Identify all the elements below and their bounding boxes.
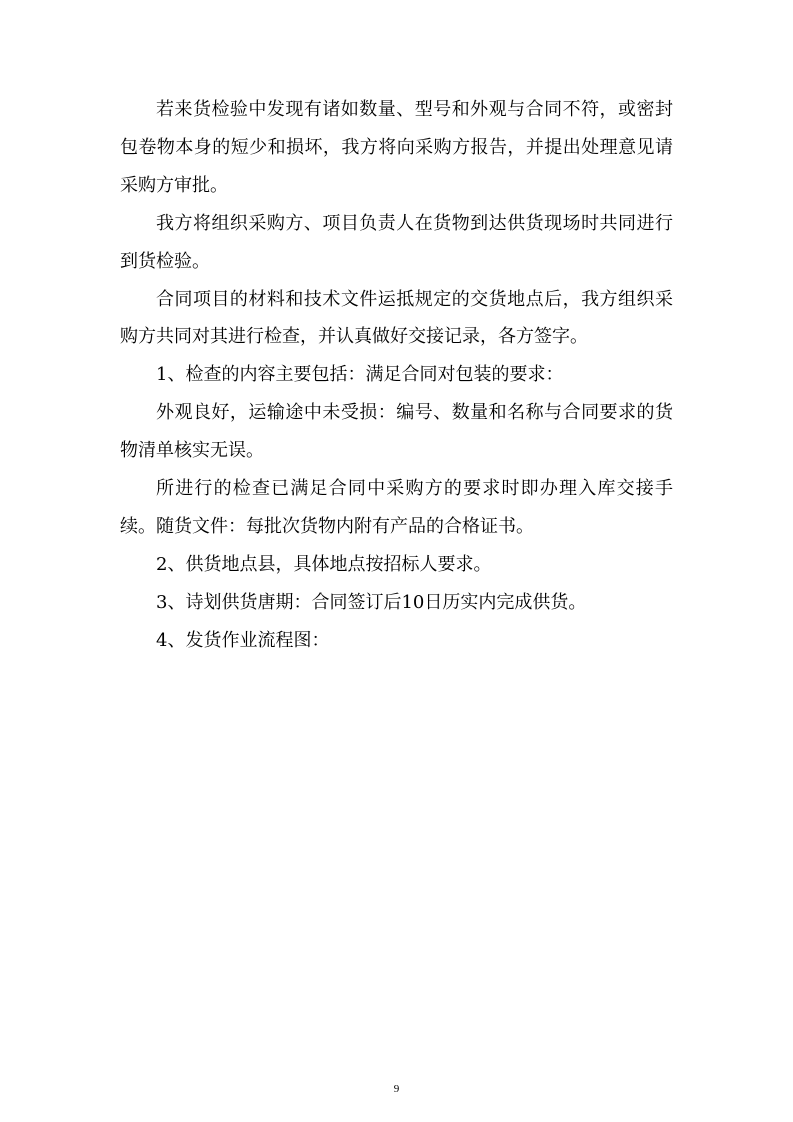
page-number: 9 (393, 1083, 400, 1095)
paragraph-inspection-discrepancy: 若来货检验中发现有诸如数量、型号和外观与合同不符，或密封包卷物本身的短少和损坏，我方将向采购方报告，并提出处理意见请采购方审批。 (120, 99, 673, 196)
paragraph-delivery-flowchart: 4、发货作业流程图： (156, 629, 330, 651)
paragraph-warehouse-handover: 所进行的检查已满足合同中采购方的要求时即办理入库交接手续。随货文件：每批次货物内附有产品的合格证书。 (120, 478, 673, 537)
paragraph-delivery-location: 2、供货地点县，具体地点按招标人要求。 (156, 553, 492, 575)
paragraph-joint-arrival-inspection: 我方将组织采购方、项目负责人在货物到达供货现场时共同进行到货检验。 (120, 212, 673, 272)
paragraph-inspection-content: 1、检查的内容主要包括：满足合同对包装的要求： (156, 364, 564, 386)
paragraph-handover-record: 合同项目的材料和技术文件运抵规定的交货地点后，我方组织采购方共同对其进行检查，并认真做好交接记录，各方签字。 (120, 288, 673, 348)
paragraph-delivery-period: 3、诗划供货唐期：合同签订后10日历实内完成供货。 (156, 591, 587, 613)
paragraph-appearance-check: 外观良好，运输途中未受损：编号、数量和名称与合同要求的货物清单核实无误。 (120, 402, 673, 462)
body-text (120, 91, 673, 660)
